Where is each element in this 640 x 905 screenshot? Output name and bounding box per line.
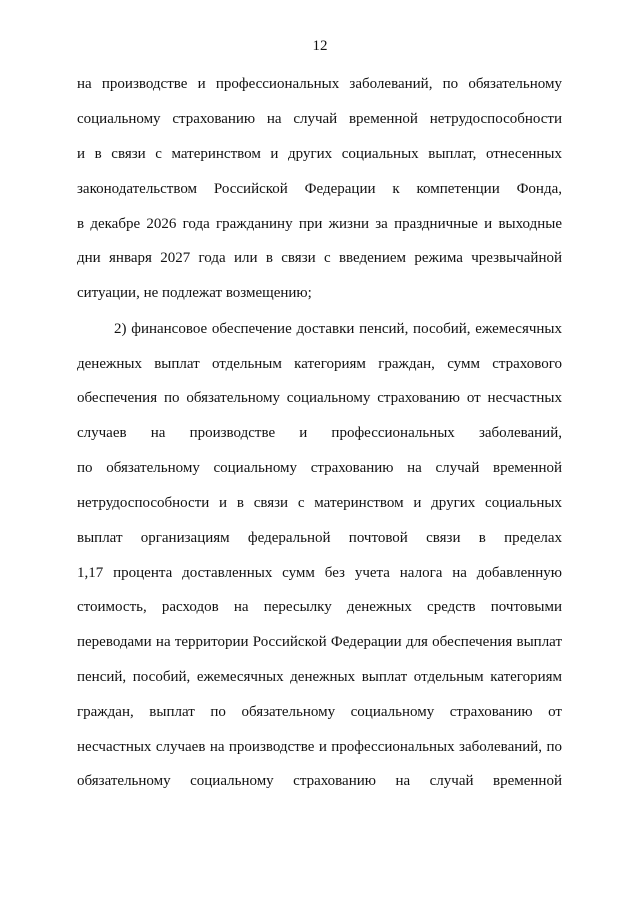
text-line: обязательному социальному страхованию на случай временной [77, 773, 562, 789]
text-line: переводами на территории Российской Федерации для обеспечения выплат [77, 634, 562, 650]
text-line: выплат организациям федеральной почтовой связи в пределах [77, 530, 562, 546]
text-line: в декабре 2026 года гражданину при жизни за праздничные и выходные [77, 216, 562, 232]
text-line: пенсий, пособий, ежемесячных денежных выплат отдельным категориям [77, 669, 562, 685]
paragraph-start-line: 2) финансовое обеспечение доставки пенсий, пособий, ежемесячных [114, 321, 562, 337]
text-line: на производстве и профессиональных заболеваний, по обязательному [77, 76, 562, 92]
text-line: дни января 2027 года или в связи с введением режима чрезвычайной [77, 250, 562, 266]
text-line: по обязательному социальному страхованию на случай временной [77, 460, 562, 476]
text-line: социальному страхованию на случай временной нетрудоспособности [77, 111, 562, 127]
text-line: денежных выплат отдельным категориям граждан, сумм страхового [77, 356, 562, 372]
page-number: 12 [312, 38, 328, 54]
text-line: граждан, выплат по обязательному социальному страхованию от [77, 704, 562, 720]
text-line: нетрудоспособности и в связи с материнством и других социальных [77, 495, 562, 511]
text-line: законодательством Российской Федерации к компетенции Фонда, [77, 181, 562, 197]
text-line: случаев на производстве и профессиональных заболеваний, [77, 425, 562, 441]
text-line: несчастных случаев на производстве и профессиональных заболеваний, по [77, 739, 562, 755]
text-line: обеспечения по обязательному социальному страхованию от несчастных [77, 390, 562, 406]
text-line: 1,17 процента доставленных сумм без учета налога на добавленную [77, 565, 562, 581]
text-line: и в связи с материнством и других социальных выплат, отнесенных [77, 146, 562, 162]
text-line: ситуации, не подлежат возмещению; [77, 285, 312, 301]
text-line: стоимость, расходов на пересылку денежных средств почтовыми [77, 599, 562, 615]
